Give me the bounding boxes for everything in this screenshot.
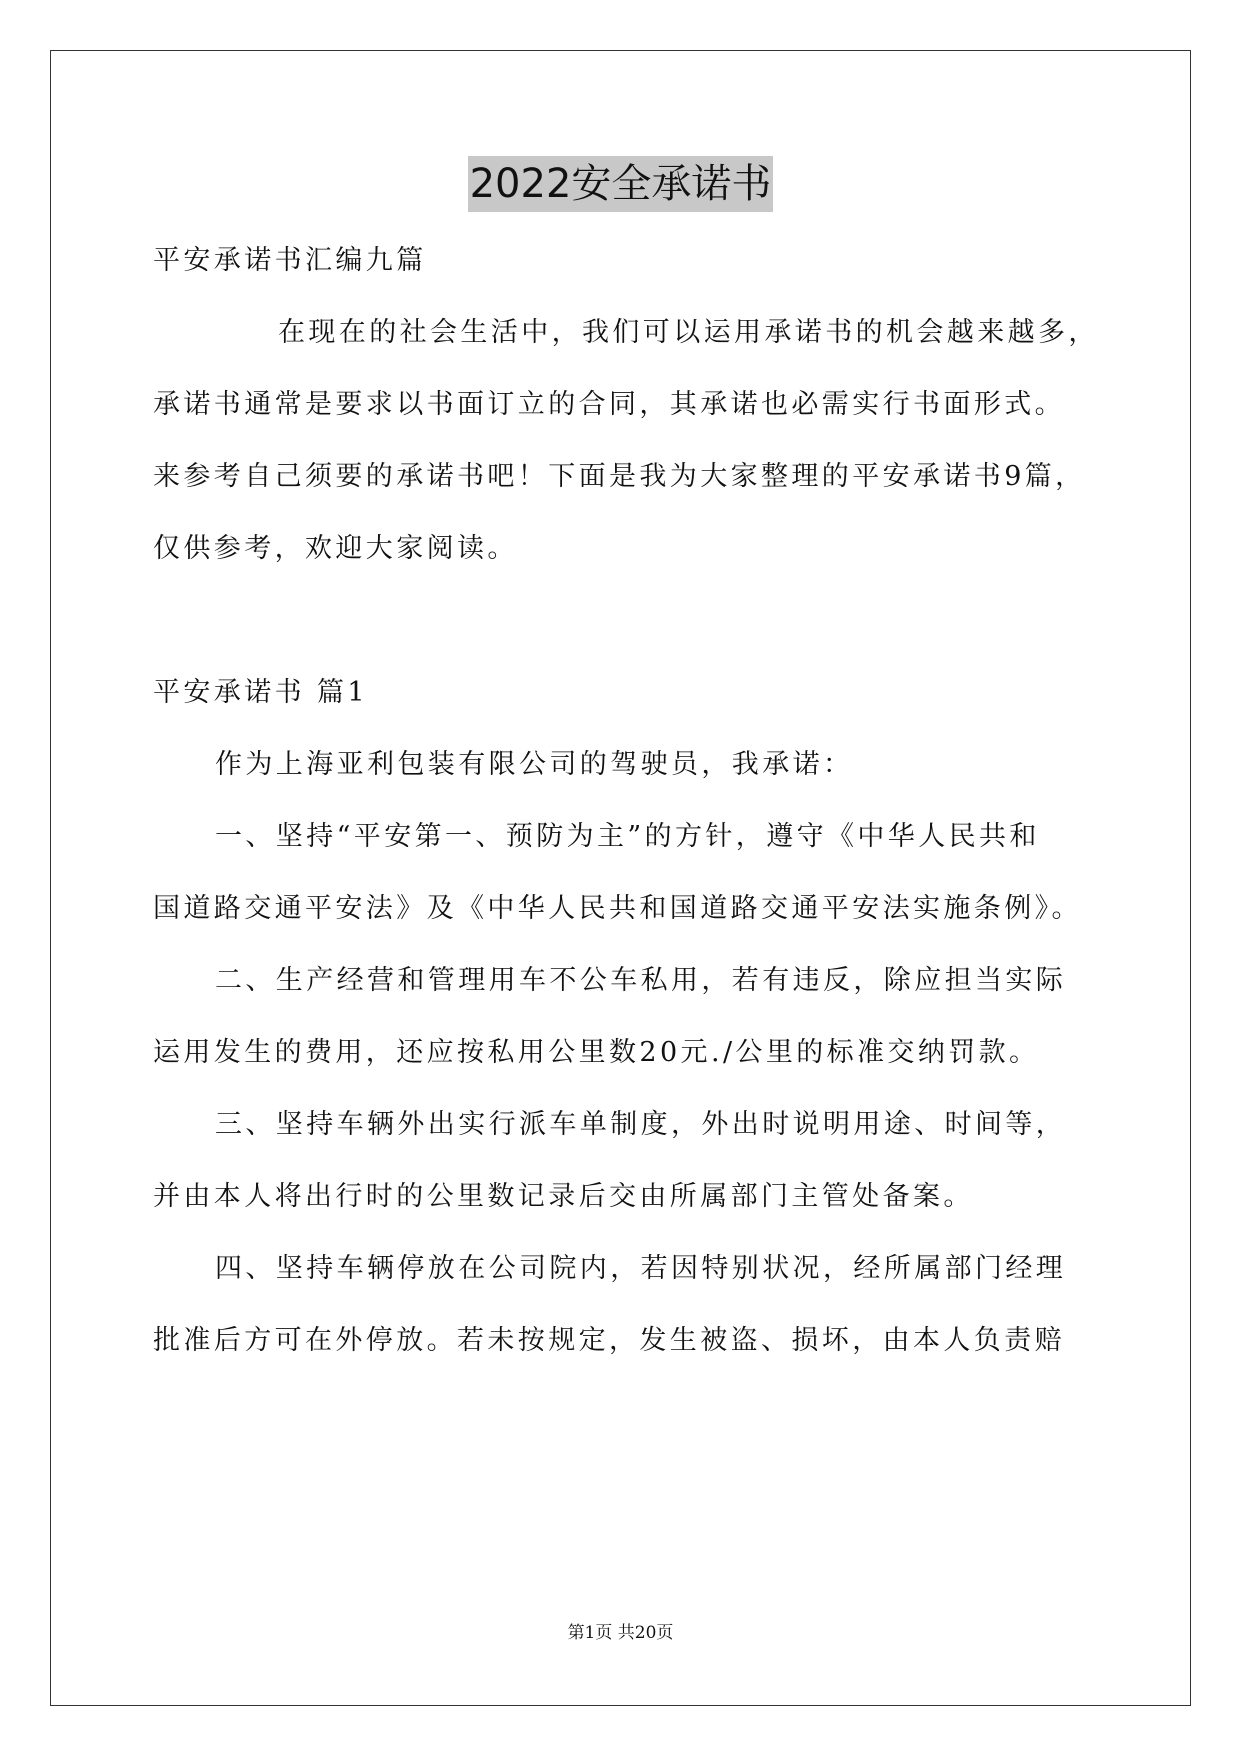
subtitle: 平安承诺书汇编九篇 bbox=[153, 245, 427, 276]
document-title bbox=[0, 156, 1241, 212]
intro-line-1: 在现在的社会生活中，我们可以运用承诺书的机会越来越多， bbox=[278, 317, 1099, 348]
body-line-6: 三、坚持车辆外出实行派车单制度，外出时说明用途、时间等， bbox=[215, 1109, 1067, 1140]
page-border bbox=[50, 50, 1191, 1706]
body-line-2: 一、坚持“平安第一、预防为主”的方针，遵守《中华人民共和 bbox=[215, 821, 1040, 852]
intro-line-4: 仅供参考，欢迎大家阅读。 bbox=[153, 533, 518, 564]
body-line-4: 二、生产经营和管理用车不公车私用，若有违反，除应担当实际 bbox=[215, 965, 1067, 996]
body-line-3: 国道路交通平安法》及《中华人民共和国道路交通平安法实施条例》。 bbox=[153, 893, 1082, 924]
body-line-7: 并由本人将出行时的公里数记录后交由所属部门主管处备案。 bbox=[153, 1181, 974, 1212]
intro-line-3: 来参考自己须要的承诺书吧！下面是我为大家整理的平安承诺书9篇， bbox=[153, 461, 1086, 492]
section-heading: 平安承诺书 篇1 bbox=[153, 677, 368, 708]
body-line-8: 四、坚持车辆停放在公司院内，若因特别状况，经所属部门经理 bbox=[215, 1253, 1067, 1284]
intro-line-2: 承诺书通常是要求以书面订立的合同，其承诺也必需实行书面形式。 bbox=[153, 389, 1065, 420]
page-number-footer: 第1页 共20页 bbox=[567, 1623, 674, 1643]
body-line-9: 批准后方可在外停放。若未按规定，发生被盗、损坏，由本人负责赔 bbox=[153, 1325, 1065, 1356]
body-line-1: 作为上海亚利包装有限公司的驾驶员，我承诺： bbox=[215, 749, 854, 780]
title-text: 2022安全承诺书 bbox=[468, 156, 774, 212]
body-line-5: 运用发生的费用，还应按私用公里数20元./公里的标准交纳罚款。 bbox=[153, 1037, 1040, 1068]
